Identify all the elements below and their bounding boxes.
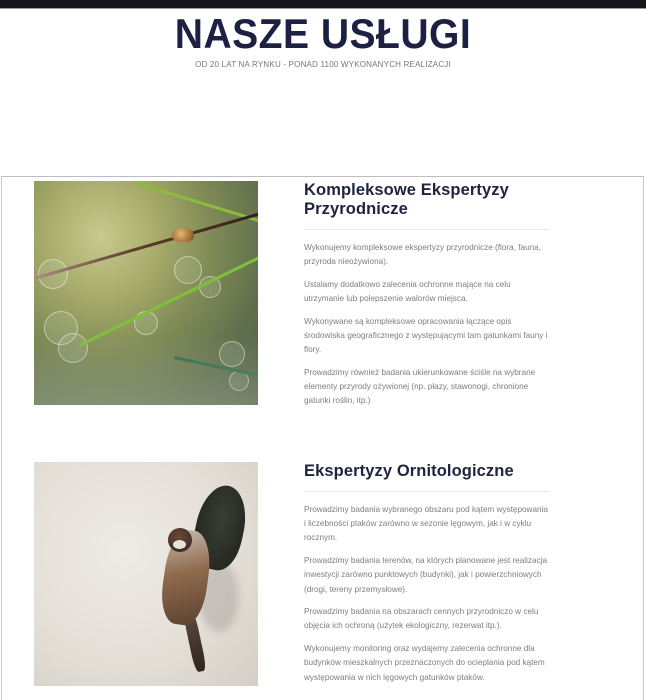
service-paragraph: Wykonywane są kompleksowe opracowania łączące opis środowiska geograficznego z występującymi tam gatunkami fauny i flory. [304, 316, 548, 355]
service-paragraph: Wykonujemy monitoring oraz wydajemy zalecenia ochronne dla budynków mieszkalnych przeznaczonych do ocieplania pod kątem występowania w nich lęgowych gatunków ptaków. [304, 644, 545, 682]
grass-stem [34, 211, 258, 280]
grass-blade [78, 256, 258, 346]
divider [304, 229, 549, 230]
service-paragraph: Prowadzimy badania na obszarach cennych przyrodniczo w celu objęcia ich ochroną (użytek ekologiczny, rezerwat itp.). [304, 607, 539, 631]
service-title: Kompleksowe Ekspertyzy Przyrodnicze [304, 181, 509, 218]
snail-on-grass-photo [34, 181, 258, 405]
page-title: NASZE USŁUGI [174, 10, 472, 57]
sparrow-on-wall-photo [34, 462, 258, 686]
browser-top-bar [0, 0, 646, 9]
page-subtitle: OD 20 LAT NA RYNKU - PONAD 1100 WYKONANYCH REALIZACJI [195, 60, 451, 69]
divider [304, 491, 549, 492]
services-section [1, 176, 644, 700]
service-paragraph: Ustalamy dodatkowo zalecenia ochronne mające na celu utrzymanie lub polepszenie walorów miejsca. [304, 279, 511, 304]
snail-shell [172, 228, 194, 242]
service-title: Ekspertyzy Ornitologiczne [304, 462, 514, 480]
service-paragraph: Wykonujemy kompleksowe ekspertyzy przyrodnicze (flora, fauna, przyroda nieożywiona). [304, 243, 542, 267]
bokeh-circle [174, 256, 202, 284]
page-header [0, 9, 646, 176]
service-paragraph: Prowadzimy również badania ukierunkowane ściśle na wybrane elementy przyrody ożywionej (np. płazy, stawonogi, chronione gatunki roślin, itp.) [304, 367, 536, 406]
service-text [304, 181, 549, 417]
service-paragraph: Prowadzimy badania terenów, na których planowane jest realizacja inwestycji zarówno punktowych (budynki), jak i powierzchniowych (drogi, tereny przemysłowe). [304, 556, 548, 594]
service-text [304, 462, 549, 693]
service-paragraph: Prowadzimy badania wybranego obszaru pod kątem występowania i liczebności ptaków zarówno w sezonie lęgowym, jak i w cyklu rocznym. [304, 505, 548, 543]
